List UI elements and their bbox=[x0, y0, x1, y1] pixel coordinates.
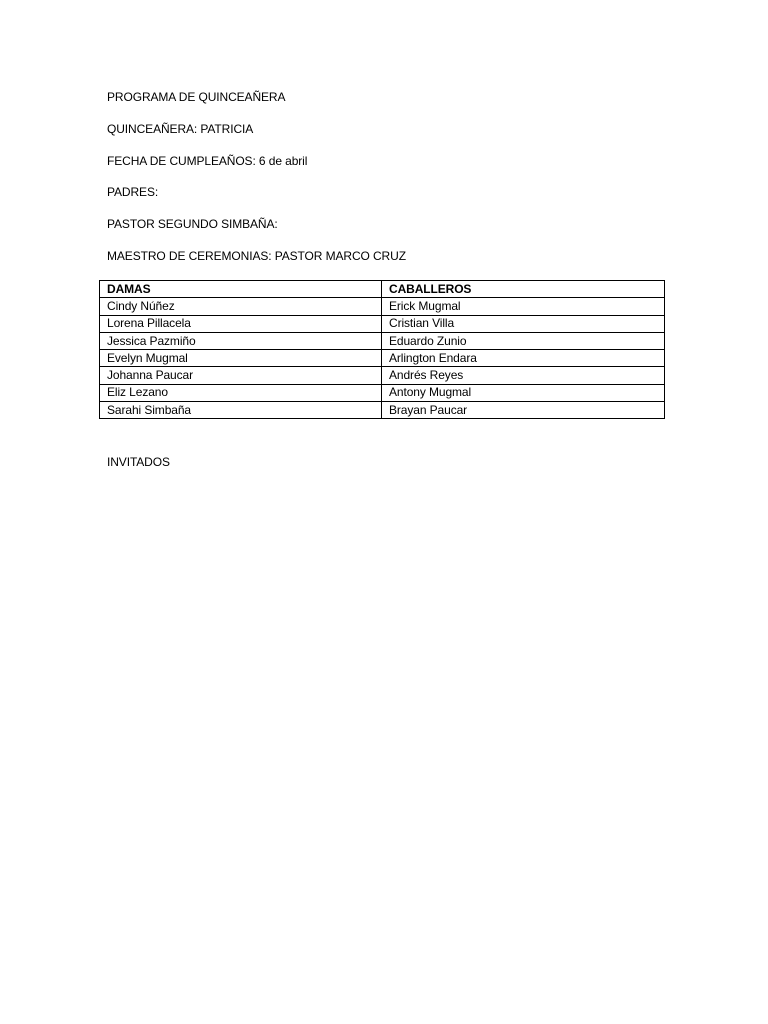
table-row bbox=[100, 332, 665, 349]
parents-line: PADRES: bbox=[107, 185, 159, 199]
quinceanera-line: QUINCEAÑERA: PATRICIA bbox=[107, 122, 254, 136]
caballero-cell: Eduardo Zunio bbox=[382, 332, 665, 349]
pastor-line: PASTOR SEGUNDO SIMBAÑA: bbox=[107, 217, 278, 231]
dama-cell: Sarahi Simbaña bbox=[100, 402, 382, 419]
dama-cell: Johanna Paucar bbox=[100, 367, 382, 384]
guests-heading: INVITADOS bbox=[107, 455, 170, 469]
table-row bbox=[100, 367, 665, 384]
header-damas: DAMAS bbox=[100, 281, 382, 298]
dama-cell: Evelyn Mugmal bbox=[100, 350, 382, 367]
table-header-row bbox=[100, 281, 665, 298]
table-row bbox=[100, 315, 665, 332]
dama-cell: Jessica Pazmiño bbox=[100, 332, 382, 349]
caballero-cell: Brayan Paucar bbox=[382, 402, 665, 419]
caballero-cell: Erick Mugmal bbox=[382, 298, 665, 315]
dama-cell: Eliz Lezano bbox=[100, 384, 382, 401]
caballero-cell: Andrés Reyes bbox=[382, 367, 665, 384]
document-title: PROGRAMA DE QUINCEAÑERA bbox=[107, 90, 286, 104]
caballero-cell: Antony Mugmal bbox=[382, 384, 665, 401]
dama-cell: Lorena Pillacela bbox=[100, 315, 382, 332]
court-table bbox=[99, 280, 664, 419]
birthday-line: FECHA DE CUMPLEAÑOS: 6 de abril bbox=[107, 154, 308, 168]
damas-caballeros-table bbox=[99, 280, 665, 419]
table-row bbox=[100, 384, 665, 401]
caballero-cell: Cristian Villa bbox=[382, 315, 665, 332]
table-row bbox=[100, 402, 665, 419]
table-row bbox=[100, 350, 665, 367]
table-row bbox=[100, 298, 665, 315]
dama-cell: Cindy Núñez bbox=[100, 298, 382, 315]
caballero-cell: Arlington Endara bbox=[382, 350, 665, 367]
header-caballeros: CABALLEROS bbox=[382, 281, 665, 298]
master-of-ceremonies-line: MAESTRO DE CEREMONIAS: PASTOR MARCO CRUZ bbox=[107, 249, 406, 263]
